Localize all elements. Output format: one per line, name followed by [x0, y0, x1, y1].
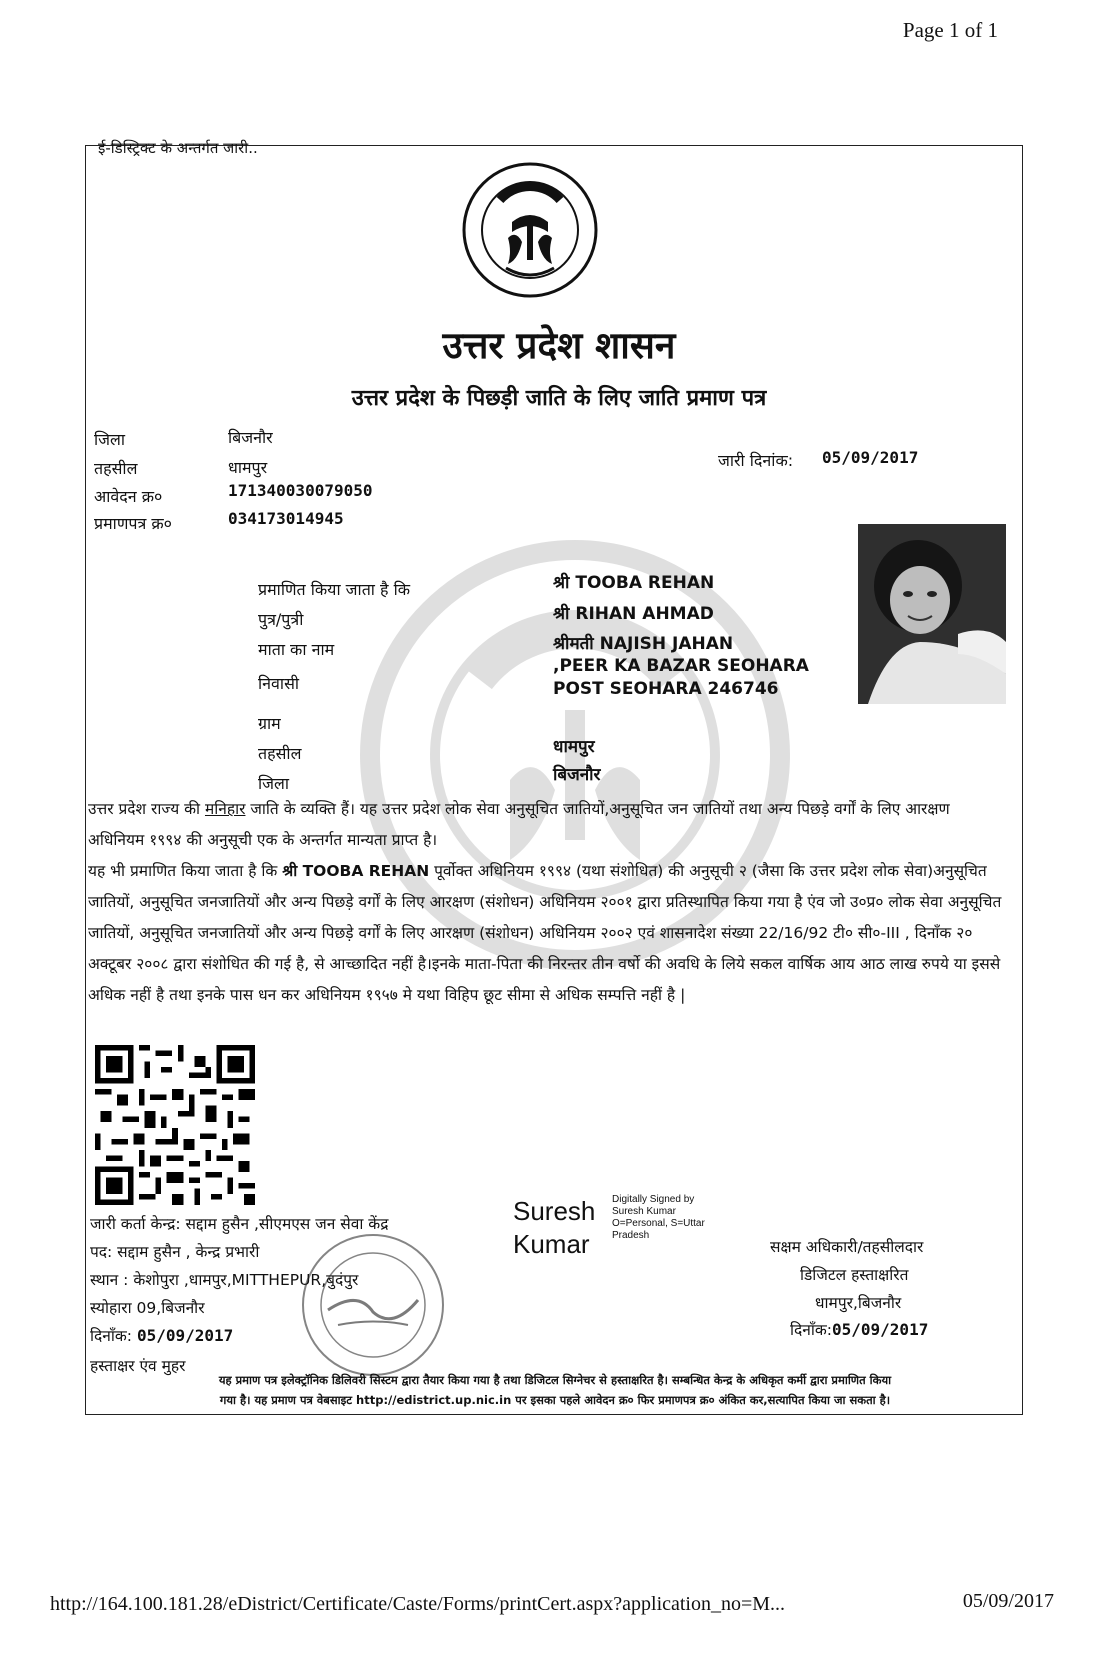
body-paragraph-1: [88, 794, 1008, 856]
village-label: ग्राम: [258, 714, 281, 733]
issuer-date-label: दिनाँक:: [90, 1327, 132, 1345]
issuer-center: जारी कर्ता केन्द्र: सद्दाम हुसैन ,सीएमएस जन सेवा केंद्र: [90, 1215, 389, 1233]
issuer-place: स्थान : केशोपुरा ,धामपुर,MITTHEPUR,बुदंपुर: [90, 1271, 359, 1289]
body-p1-text-a: उत्तर प्रदेश राज्य की: [88, 800, 205, 818]
body-paragraph-2: [88, 856, 1008, 1011]
issuer-sign-label: हस्ताक्षर एंव मुहर: [90, 1357, 186, 1375]
address-line-2: POST SEOHARA 246746: [553, 679, 779, 699]
body-p2-text-a: यह भी प्रमाणित किया जाता है कि: [88, 862, 283, 880]
issuer-post: पद: सद्दाम हुसैन , केन्द्र प्रभारी: [90, 1243, 260, 1261]
issuer-place-2: स्योहारा 09,बिजनौर: [90, 1299, 205, 1317]
certificate-number-label: प्रमाणपत्र क्र०: [94, 514, 172, 533]
digital-signature-name: [513, 1195, 595, 1261]
signature-info-line-1: Digitally Signed by: [612, 1194, 695, 1205]
certified-label: प्रमाणित किया जाता है कि: [258, 580, 411, 599]
authority-date-label: दिनाँक:: [790, 1321, 832, 1339]
mother-name: श्रीमती NAJISH JAHAN: [553, 634, 734, 654]
authority-date: [790, 1318, 928, 1340]
tehsil-value: धामपुर: [228, 458, 268, 477]
footnote-line-1: यह प्रमाण पत्र इलेक्ट्रॉनिक डिलिवरी सिस्टम द्वारा तैयार किया गया है तथा डिजिटल सिग्नेचर से हस्ताक्षरित है। सम्बन्धित केन्द्र के अधिकृत कर्मी द्वारा प्रमाणित किया: [218, 1373, 892, 1387]
verification-footnote: [90, 1370, 1020, 1410]
applicant-photo: [858, 524, 1006, 704]
body-p2-text-b: पूर्वोक्त अधिनियम १९९४ (यथा संशोधित) की अनुसूची २ (जैसा कि उत्तर प्रदेश लोक सेवा)अनुसूचित जातियों, अनुसूचित जनजातियों और अन्य पिछड़े वर्गों के लिए आरक्षण (संशोधन) अधिनियम २००१ द्वारा प्रतिस्थापित किया गया है एंव जो उ०प्र० लोक सेवा अनुसूचित जातियों, अनुसूचित जनजातियों और अन्य पिछड़े वर्गों के लिए आरक्षण (संशोधन) अधिनियम २००२ एवं शासनादेश संख्या 22/16/92 टी० सी०-III , दिनाँक २० अक्टूबर २००८ द्वारा संशोधित की गई है, से आच्छादित नहीं है।इनके माता-पिता की निरन्तर तीन वर्षो की अवधि के लिये सकल वार्षिक आय आठ लाख रुपये या इससे अधिक नहीं है तथा इनके पास धन कर अधिनियम १९५७ मे यथा विहिप छूट सीमा से अधिक सम्पत्ति नहीं है |: [88, 862, 1002, 1004]
page-number: Page 1 of 1: [902, 18, 998, 42]
print-url: http://164.100.181.28/eDistrict/Certificate/Caste/Forms/printCert.aspx?application_no=M...: [50, 1593, 786, 1615]
authority-signed: डिजिटल हस्ताक्षरित: [800, 1266, 909, 1284]
caste-name: मनिहार: [204, 800, 246, 818]
authority-date-value: 05/09/2017: [832, 1320, 929, 1339]
signature-info-line-4: Pradesh: [612, 1230, 650, 1241]
body-p1-text-b: जाति के व्यक्ति हैं। यह उत्तर प्रदेश लोक सेवा अनुसूचित जातियों,अनुसूचित जन जातियों तथा अन्य पिछड़े वर्गों के लिए आरक्षण अधिनियम १९९४ की अनुसूची एक के अन्तर्गत मान्यता प्राप्त है।: [88, 800, 950, 849]
signature-name-line-1: Suresh: [513, 1196, 596, 1226]
signature-name-line-2: Kumar: [513, 1229, 590, 1259]
authority-title: सक्षम अधिकारी/तहसीलदार: [770, 1238, 924, 1256]
person-tehsil-value: धामपुर: [553, 737, 595, 757]
authority-place: धामपुर,बिजनौर: [815, 1294, 902, 1312]
certificate-number-value: 034173014945: [228, 509, 344, 528]
issue-date-label: जारी दिनांक:: [718, 451, 794, 470]
child-of-label: पुत्र/पुत्री: [258, 610, 304, 629]
government-title: उत्तर प्रदेश शासन: [442, 324, 676, 367]
footnote-line-2: गया है। यह प्रमाण पत्र वेबसाइट http://edistrict.up.nic.in पर इसका पहले आवेदन क्र० फिर प्रमाणपत्र क्र० अंकित कर,सत्यापित किया जा सकता है।: [219, 1393, 891, 1407]
issue-date-value: 05/09/2017: [822, 448, 919, 467]
certificate-body: [88, 794, 1008, 1011]
mother-label: माता का नाम: [258, 640, 335, 659]
applicant-name: श्री TOOBA REHAN: [553, 573, 715, 593]
application-number-value: 171340030079050: [228, 481, 373, 500]
district-value: बिजनौर: [228, 428, 273, 447]
signature-info-line-2: Suresh Kumar: [612, 1206, 676, 1217]
address-line-1: ,PEER KA BAZAR SEOHARA: [553, 656, 809, 676]
district-label: जिला: [94, 430, 126, 449]
father-name: श्री RIHAN AHMAD: [553, 604, 714, 624]
resident-label: निवासी: [258, 674, 300, 693]
person-district-value: बिजनौर: [553, 765, 601, 785]
verification-qr-code: [95, 1045, 255, 1205]
print-date: 05/09/2017: [962, 1590, 1054, 1612]
tehsil-label: तहसील: [94, 459, 138, 478]
person-district-label: जिला: [258, 774, 290, 793]
application-number-label: आवेदन क्र०: [94, 487, 163, 506]
official-seal-stamp: [298, 1230, 448, 1380]
body-applicant-name: श्री TOOBA REHAN: [282, 862, 430, 880]
certificate-subtitle: उत्तर प्रदेश के पिछड़ी जाति के लिए जाति प्रमाण पत्र: [351, 386, 767, 411]
issued-under-text: ई-डिस्ट्रिक्ट के अन्तर्गत जारी..: [98, 139, 258, 157]
person-tehsil-label: तहसील: [258, 744, 302, 763]
signature-info-line-3: O=Personal, S=Uttar: [612, 1218, 705, 1229]
up-government-emblem-icon: [460, 160, 600, 300]
issuer-date-value: 05/09/2017: [136, 1326, 234, 1345]
issuer-date: [90, 1324, 233, 1346]
digital-signature-info: [612, 1194, 705, 1242]
